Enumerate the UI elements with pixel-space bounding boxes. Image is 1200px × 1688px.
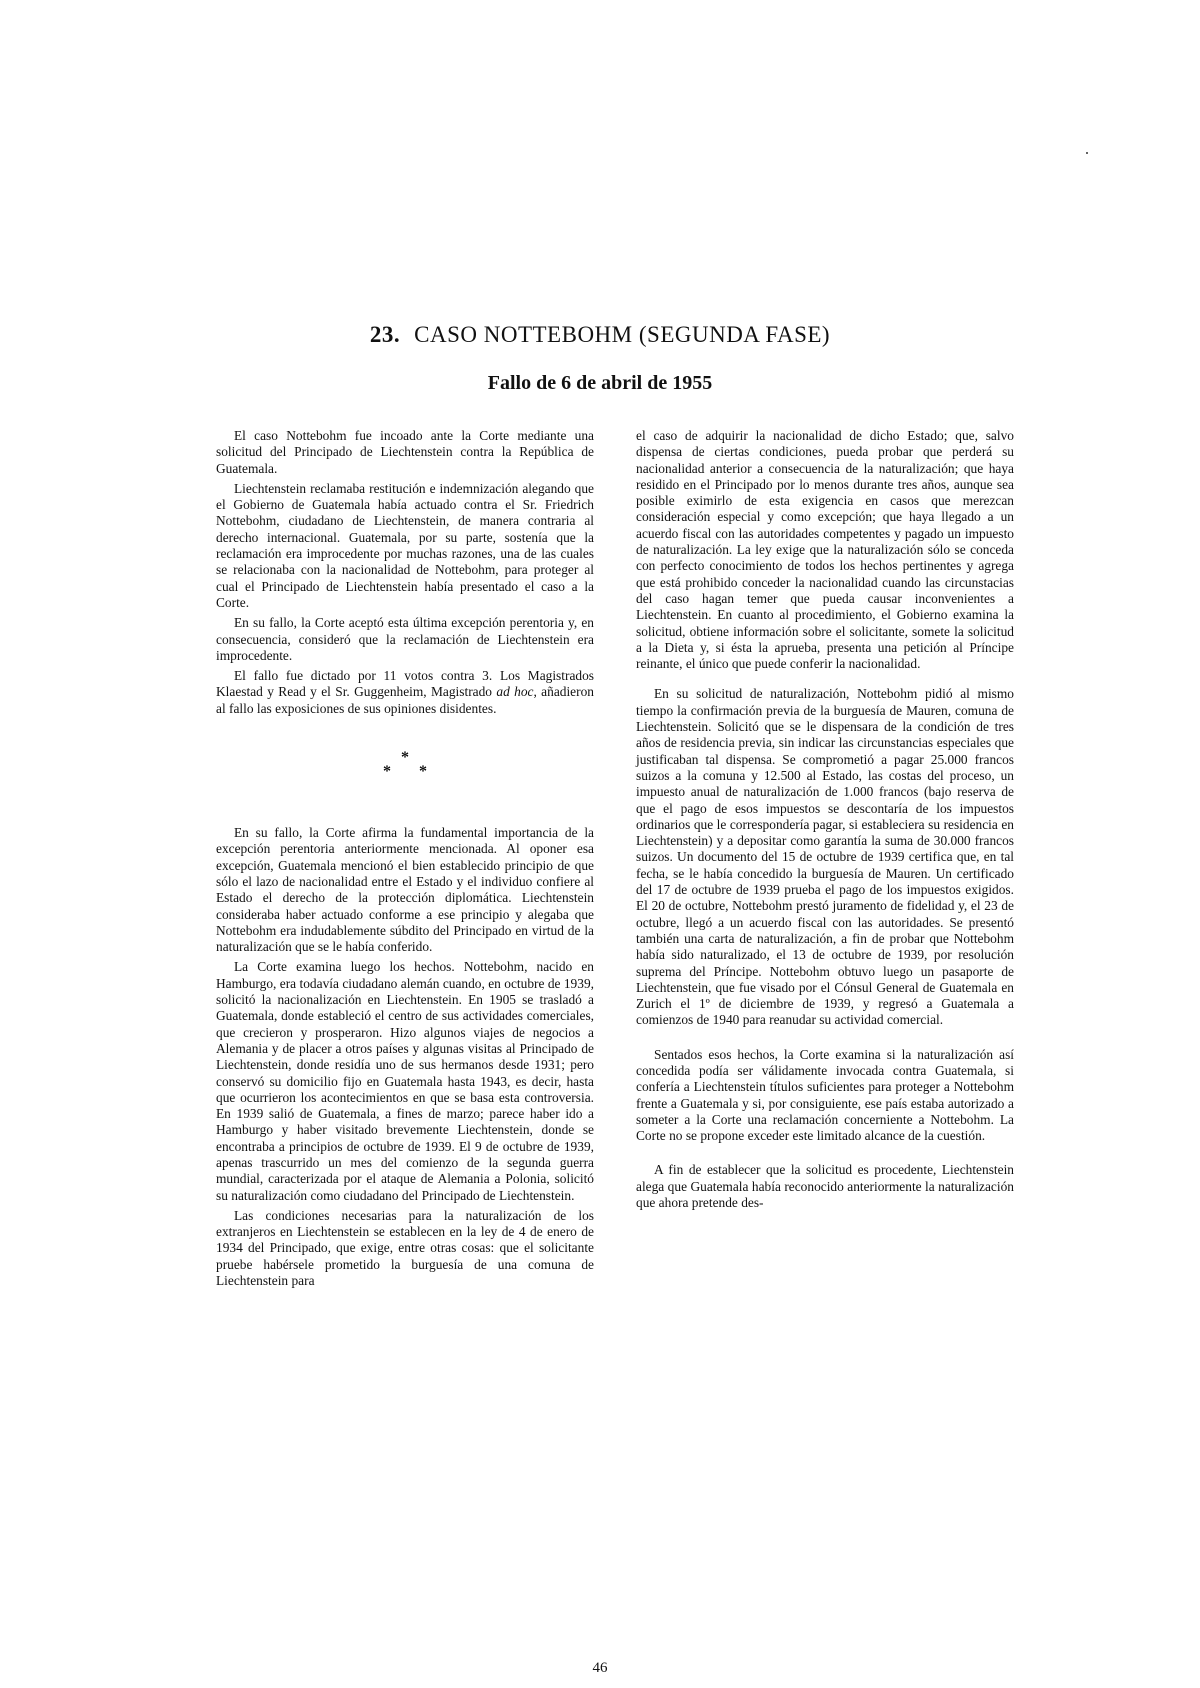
- judgment-date: Fallo de 6 de abril de 1955: [487, 372, 713, 394]
- page-number: 46: [592, 1660, 608, 1676]
- paragraph: La Corte examina luego los hechos. Nottebohm, nacido en Hamburgo, era todavía ciudadano alemán cuando, en octubre de 1939, solicitó la nacionalización en Liechtenstein. En 1905 se trasladó a Guatemala, donde estableció el centro de sus actividades comerciales, que crecieron y prosperaron. Hizo algunos viajes de negocios a Alemania y de placer a otros países y algunas visitas al Principado de Liechtenstein, donde residía uno de sus hermanos desde 1931; pero conservó su domicilio fijo en Guatemala hasta 1943, es decir, hasta que ocurrieron los acontecimientos en que se basa esta controversia. En 1939 salió de Guatemala, a fines de marzo; parece haber ido a Hamburgo y haber visitado brevemente Liechtenstein, donde se encontraba a principios de octubre de 1939. El 9 de octubre de 1939, apenas trascurrido un mes del comienzo de la segunda guerra mundial, caracterizada por el ataque de Alemania a Polonia, solicitó su naturalización como ciudadano del Principado de Liechtenstein.: [216, 959, 594, 1203]
- paragraph: En su fallo, la Corte afirma la fundamental importancia de la excepción perentoria anteriormente mencionada. Al oponer esa excepción, Guatemala mencionó el bien establecido principio de que sólo el lazo de nacionalidad entre el Estado y el individuo confiere al Estado el derecho de la protección diplomática. Liechtenstein consideraba haber actuado conforme a ese principio y alegaba que Nottebohm era indudablemente súbdito del Principado en virtud de la naturalización que se le había conferido.: [216, 825, 594, 955]
- paragraph: Las condiciones necesarias para la naturalización de los extranjeros en Liechtenstein se establecen en la ley de 4 de enero de 1934 del Principado, que exige, entre otras cosas: que el solicitante pruebe habérsele prometido la burguesía de una comuna de Liechtenstein para: [216, 1207, 594, 1289]
- left-column: [216, 428, 594, 1293]
- text-run: , añadieron al fallo las exposiciones de sus opiniones disidentes.: [216, 684, 594, 716]
- paragraph: En su solicitud de naturalización, Nottebohm pidió al mismo tiempo la confirmación previa de la burguesía de Mauren, comuna de Liechtenstein. Solicitó que se le dispensara de la condición de tres años de residencia previa, sin indicar las circunstancias especiales que justificaban tal dispensa. Se comprometió a pagar 25.000 francos suizos a la comuna y 12.500 al Estado, las costas del proceso, un impuesto anual de naturalización de 1.000 francos (bajo reserva de que el pago de esos impuestos se descontaría de los impuestos ordinarios que le correspondería pagar, si estableciera su residencia en Liechtenstein) y a depositar como garantía la suma de 30.000 francos suizos. Un documento del 15 de octubre de 1939 certifica que, en tal fecha, se le había concedido la burguesía de Mauren. Un certificado del 17 de octubre de 1939 prueba el pago de los impuestos exigidos. El 20 de octubre, Nottebohm prestó juramento de fidelidad y, el 23 de octubre, llegó a un acuerdo fiscal con las autoridades. Se presentó también una carta de naturalización, a fin de probar que Nottebohm había sido naturalizado, el 13 de octubre de 1939, por resolución suprema del Príncipe. Nottebohm obtuvo luego un pasaporte de Liechtenstein, que fue visado por el Cónsul General de Guatemala en Zurich el 1º de diciembre de 1939, y regresó a Guatemala a comienzos de 1940 para reanudar su actividad comercial.: [636, 686, 1014, 1028]
- section-number: 23.: [369, 322, 401, 347]
- italic-text: ad hoc: [496, 684, 534, 700]
- paragraph: [216, 668, 594, 717]
- paragraph: En su fallo, la Corte aceptó esta última excepción perentoria y, en consecuencia, consideró que la reclamación de Liechtenstein era improcedente.: [216, 615, 594, 663]
- text-run: El fallo fue dictado por 11 votos contra 3. Los Magistrados Klaestad y Read y el Sr. Guggenheim, Magistrado: [216, 668, 594, 700]
- asterism-bottom: **: [383, 763, 455, 781]
- paragraph: A fin de establecer que la solicitud es procedente, Liechtenstein alega que Guatemala había reconocido anteriormente la naturalización que ahora pretende des-: [636, 1162, 1014, 1211]
- paragraph-gap: [636, 1033, 1014, 1047]
- paragraph-gap: [636, 676, 1014, 686]
- paragraph: El caso Nottebohm fue incoado ante la Corte mediante una solicitud del Principado de Liechtenstein contra la República de Guatemala.: [216, 428, 594, 476]
- asterism-divider: [216, 751, 594, 779]
- scan-speck: [1086, 152, 1088, 154]
- asterism-top: *: [401, 749, 409, 767]
- paragraph: Sentados esos hechos, la Corte examina si la naturalización así concedida podía ser válidamente invocada contra Guatemala, si confería a Liechtenstein títulos suficientes para proteger a Nottebohm frente a Guatemala y si, por consiguiente, ese país estaba autorizado a someter a la Corte una reclamación concerniente a Nottebohm. La Corte no se propone exceder este limitado alcance de la cuestión.: [636, 1046, 1014, 1144]
- right-column: [636, 428, 1014, 1215]
- paragraph: el caso de adquirir la nacionalidad de dicho Estado; que, salvo dispensa de ciertas condiciones, pueda probar que perderá su nacionalidad anterior a consecuencia de la naturalización; que haya residido en el Principado por lo menos durante tres años, aunque sea posible eximirlo de esta exigencia en casos que merezcan consideración especial y como excepción; que haya llegado a un acuerdo fiscal con las autoridades competentes y pagado un impuesto de naturalización. La ley exige que la naturalización sólo se conceda con perfecto conocimiento de todos los hechos pertinentes y agrega que está prohibido conceder la nacionalidad cuando las circunstacias del caso hagan temer que pueda causar inconvenientes a Liechtenstein. En cuanto al procedimiento, el Gobierno examina la solicitud, obtiene información sobre el solicitante, somete la solicitud a la Dieta y, si ésta la aprueba, presenta una petición al Príncipe reinante, el único que puede conferir la nacionalidad.: [636, 428, 1014, 672]
- page-title: [0, 322, 1200, 348]
- paragraph: Liechtenstein reclamaba restitución e indemnización alegando que el Gobierno de Guatemala había actuado contra el Sr. Friedrich Nottebohm, ciudadano de Liechtenstein, de manera contraria al derecho internacional. Guatemala, por su parte, sostenía que la reclamación era improcedente por muchas razones, una de las cuales se relacionaba con la nacionalidad de Nottebohm, para proteger al cual el Principado de Liechtenstein había presentado el caso a la Corte.: [216, 480, 594, 610]
- section-title: CASO NOTTEBOHM (SEGUNDA FASE): [414, 322, 831, 347]
- paragraph-gap: [636, 1148, 1014, 1162]
